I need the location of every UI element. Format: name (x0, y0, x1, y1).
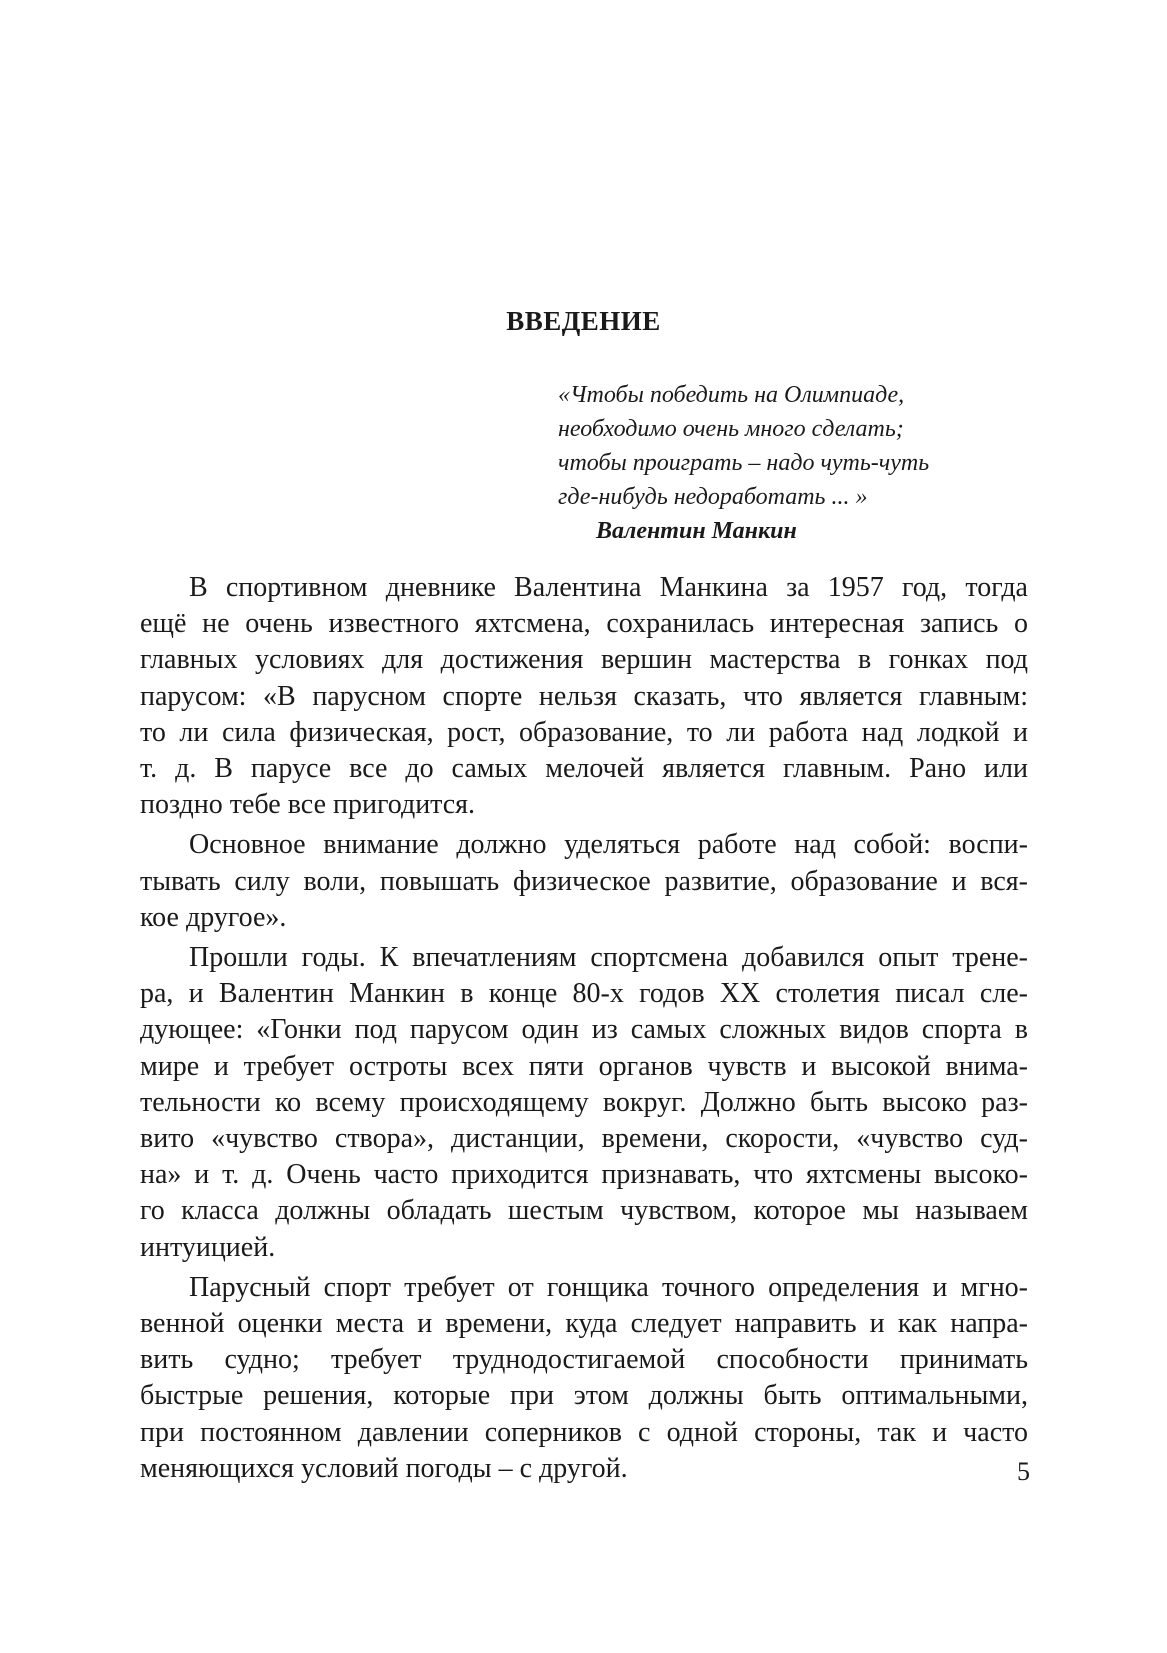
text-line: В спортивном дневнике Валентина Манкина за 1957 год, тогда (189, 572, 1028, 603)
epigraph-line: чтобы проиграть – надо чуть-чуть (558, 450, 930, 476)
text-line: при постоянном давлении соперников с одной стороны, так и часто (140, 1416, 1028, 1448)
chapter-title: ВВЕДЕНИЕ (506, 306, 661, 336)
text-line: ещё не очень известного яхтсмена, сохранилась интересная запись о (140, 608, 1028, 640)
text-line: меняющихся условий погоды – с другой. (140, 1452, 628, 1484)
epigraph-line: «Чтобы победить на Олимпиаде, (558, 382, 905, 408)
text-line: главных условиях для достижения вершин мастерства в гонках под (140, 644, 1028, 676)
paragraph (140, 1270, 1028, 1487)
text-line: Парусный спорт требует от гонщика точного определения и мгно- (189, 1271, 1028, 1303)
text-line: поздно тебе все пригодится. (140, 789, 476, 821)
paragraph (140, 940, 1028, 1266)
text-line: венной оценки места и времени, куда следует направить и как напра- (140, 1308, 1028, 1340)
text-line: то ли сила физическая, рост, образование, то ли работа над лодкой и (140, 716, 1028, 748)
text-line: тельности ко всему происходящему вокруг. Должно быть высоко раз- (140, 1086, 1028, 1118)
text-line: кое другое». (140, 901, 287, 933)
text-line: Прошли годы. К впечатлениям спортсмена добавился опыт трене- (189, 942, 1028, 974)
text-line: мире и требует остроты всех пяти органов чувств и высокой внима- (140, 1050, 1028, 1082)
epigraph (558, 378, 1028, 548)
epigraph-line: где-нибудь недоработать ... » (558, 484, 868, 510)
text-line: дующее: «Гонки под парусом один из самых сложных видов спорта в (140, 1014, 1028, 1046)
epigraph-author: Валентин Манкин (596, 518, 797, 544)
body-text (140, 570, 1028, 1491)
text-line: вито «чувство створа», дистанции, времени, скорости, «чувство суд- (140, 1123, 1028, 1155)
text-line: ра, и Валентин Манкин в конце 80-х годов XX столетия писал сле- (140, 978, 1028, 1010)
text-line: на» и т. д. Очень часто приходится признавать, что яхтсмены высоко- (140, 1159, 1028, 1191)
text-line: го класса должны обладать шестым чувством, которое мы называем (140, 1195, 1028, 1227)
text-line: тывать силу воли, повышать физическое развитие, образование и вся- (140, 865, 1028, 897)
text-line: интуицией. (140, 1231, 276, 1263)
text-line: быстрые решения, которые при этом должны быть оптимальными, (140, 1380, 1028, 1412)
text-line: парусом: «В парусном спорте нельзя сказать, что является главным: (140, 680, 1028, 712)
text-line: вить судно; требует труднодостигаемой способности принимать (140, 1344, 1028, 1376)
page-number: 5 (1017, 1457, 1030, 1486)
paragraph (140, 570, 1028, 823)
text-line: Основное внимание должно уделяться работе над собой: воспи- (189, 829, 1028, 861)
epigraph-line: необходимо очень много сделать; (558, 416, 904, 442)
paragraph (140, 827, 1028, 936)
text-line: т. д. В парусе все до самых мелочей является главным. Рано или (140, 753, 1028, 785)
